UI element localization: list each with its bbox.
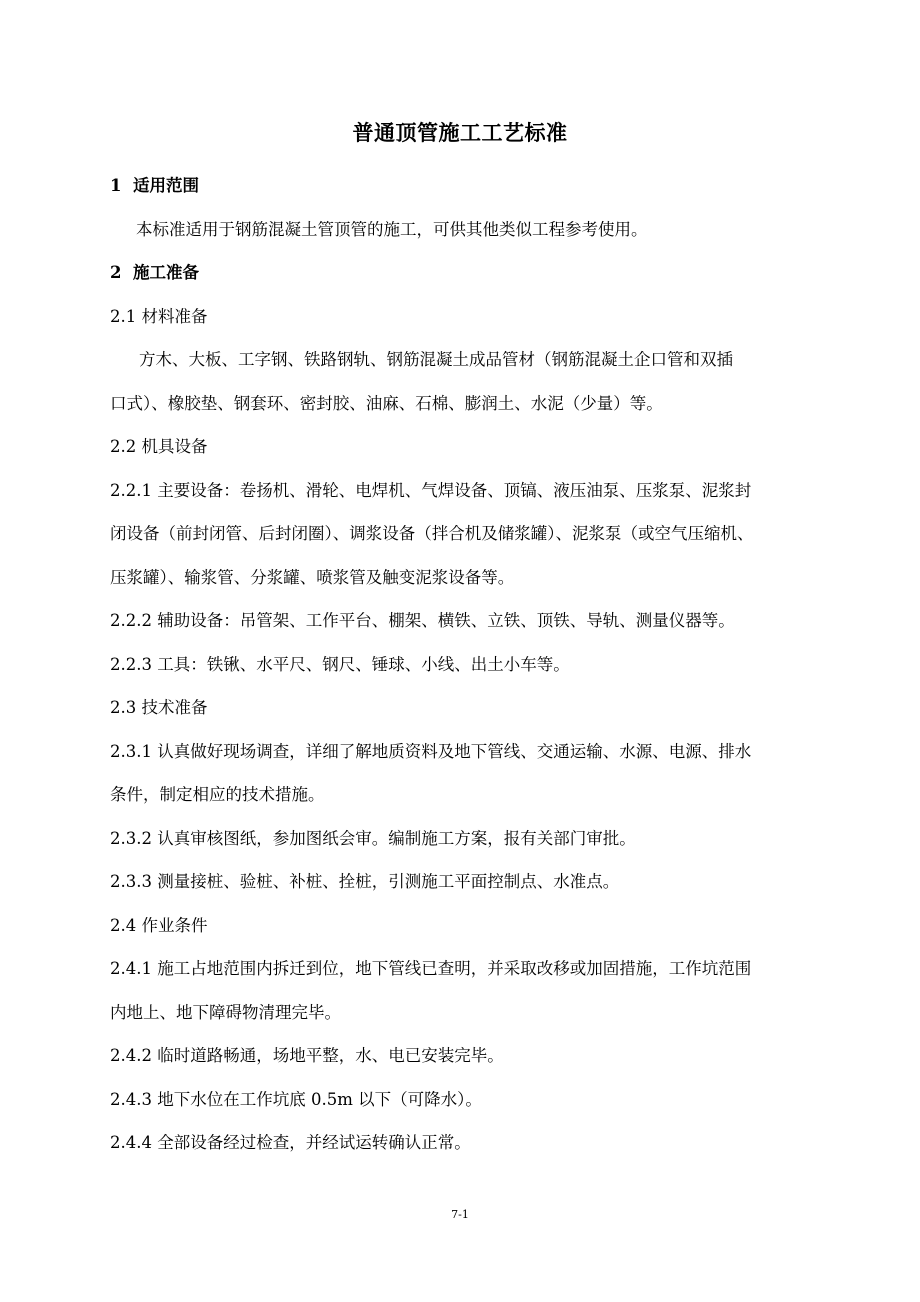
section-2-1-line-2: 口式）、橡胶垫、钢套环、密封胶、油麻、石棉、膨润土、水泥（少量）等。 bbox=[110, 394, 663, 413]
section-2-4-heading: 2.4 作业条件 bbox=[110, 916, 208, 935]
document-title: 普通顶管施工工艺标准 bbox=[352, 120, 568, 145]
section-2-3-1-line-2: 条件，制定相应的技术措施。 bbox=[110, 785, 325, 804]
section-2-2-heading: 2.2 机具设备 bbox=[110, 437, 208, 456]
section-2-4-3: 2.4.3 地下水位在工作坑底 0.5m 以下（可降水）。 bbox=[110, 1090, 482, 1109]
page-number: 7-1 bbox=[451, 1208, 469, 1221]
section-2-2-1-line-2: 闭设备（前封闭管、后封闭圈）、调浆设备（拌合机及储浆罐）、泥浆泵（或空气压缩机、 bbox=[110, 524, 754, 543]
section-2-3-1-line-1: 2.3.1 认真做好现场调查，详细了解地质资料及地下管线、交通运输、水源、电源、排水 bbox=[110, 742, 752, 761]
section-2-1-line-1: 方木、大板、工字钢、铁路钢轨、钢筋混凝土成品管材（钢筋混凝土企口管和双插 bbox=[139, 350, 733, 369]
section-2-heading: 2 施工准备 bbox=[110, 263, 199, 282]
section-2-3-heading: 2.3 技术准备 bbox=[110, 698, 208, 717]
section-2-3-3: 2.3.3 测量接桩、验桩、补桩、拴桩，引测施工平面控制点、水准点。 bbox=[110, 872, 620, 891]
section-2-2-2: 2.2.2 辅助设备：吊管架、工作平台、棚架、横铁、立铁、顶铁、导轨、测量仪器等。 bbox=[110, 611, 735, 630]
section-2-2-1-line-3: 压浆罐）、输浆管、分浆罐、喷浆管及触变泥浆设备等。 bbox=[110, 568, 515, 587]
section-1-heading: 1 适用范围 bbox=[110, 176, 199, 195]
section-2-2-1-line-1: 2.2.1 主要设备：卷扬机、滑轮、电焊机、气焊设备、顶镐、液压油泵、压浆泵、泥浆封 bbox=[110, 481, 752, 500]
section-2-4-1-line-1: 2.4.1 施工占地范围内拆迁到位，地下管线已查明，并采取改移或加固措施，工作坑范围 bbox=[110, 959, 752, 978]
section-2-4-1-line-2: 内地上、地下障碍物清理完毕。 bbox=[110, 1003, 341, 1022]
section-2-4-4: 2.4.4 全部设备经过检查，并经试运转确认正常。 bbox=[110, 1133, 471, 1152]
section-1-text: 本标准适用于钢筋混凝土管顶管的施工，可供其他类似工程参考使用。 bbox=[136, 220, 648, 239]
section-2-3-2: 2.3.2 认真审核图纸，参加图纸会审。编制施工方案，报有关部门审批。 bbox=[110, 829, 636, 848]
section-2-1-heading: 2.1 材料准备 bbox=[110, 307, 208, 326]
section-2-2-3: 2.2.3 工具：铁锹、水平尺、钢尺、锤球、小线、出土小车等。 bbox=[110, 655, 570, 674]
section-2-4-2: 2.4.2 临时道路畅通，场地平整，水、电已安装完毕。 bbox=[110, 1046, 504, 1065]
